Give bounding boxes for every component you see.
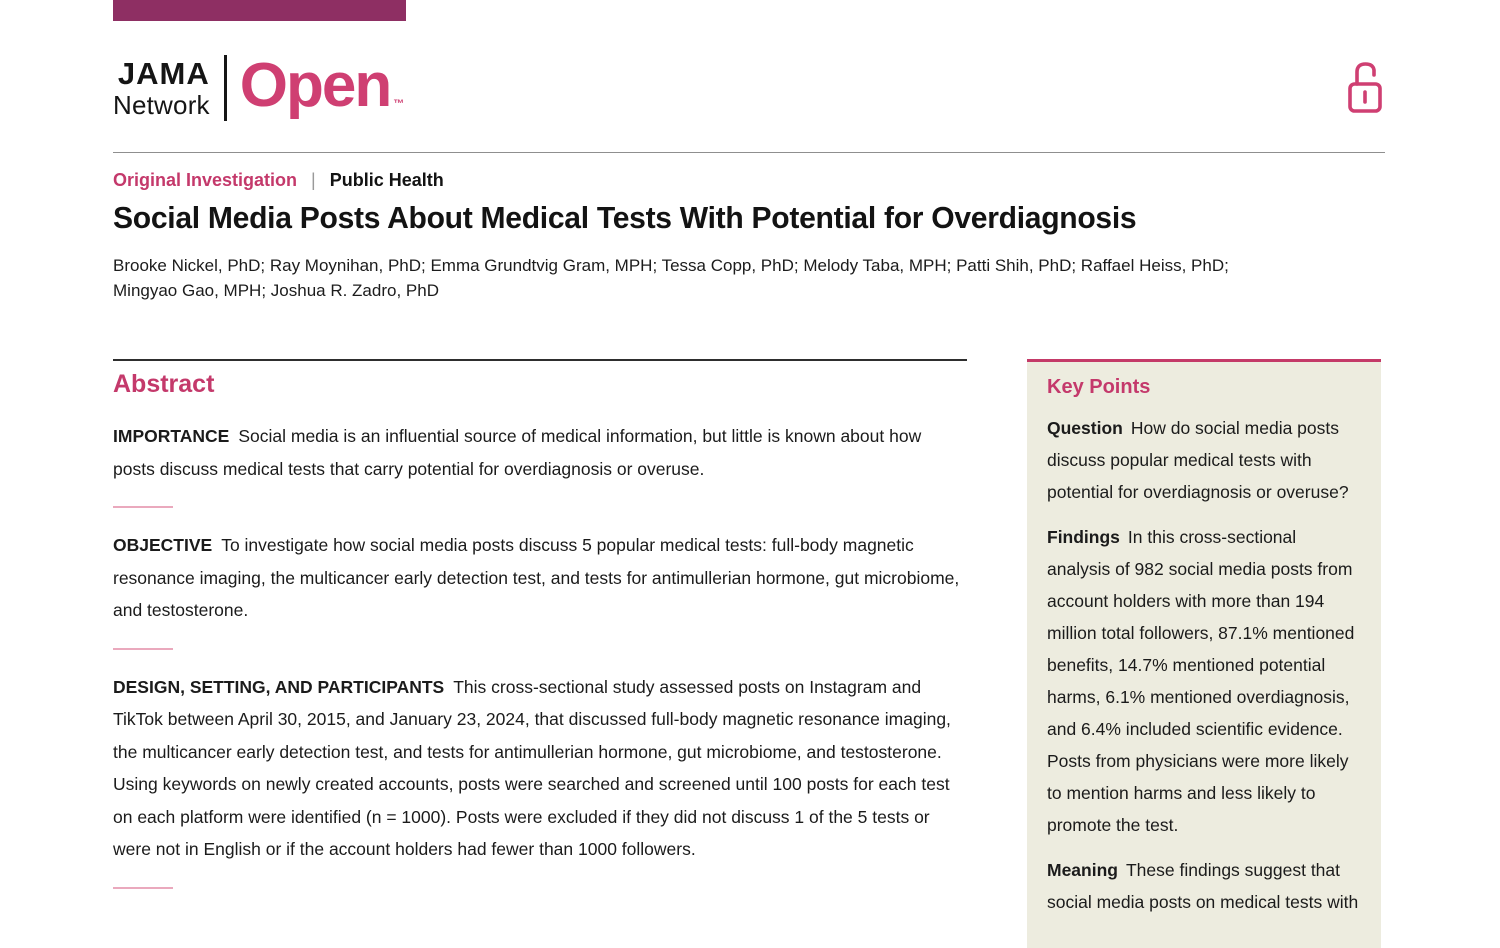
key-points-meaning <box>1047 854 1361 918</box>
abstract-top-rule <box>113 359 967 361</box>
key-points-item-text: How do social media posts discuss popular medical tests with potential for overdiagnosis or overuse? <box>1047 418 1349 502</box>
trademark-symbol: ™ <box>393 98 405 110</box>
section-divider <box>113 506 173 508</box>
article-eyebrow <box>113 170 1500 191</box>
key-points-item-label: Findings <box>1047 527 1120 547</box>
section-divider <box>113 887 173 889</box>
abstract-section-importance <box>113 420 967 485</box>
jama-wordmark: JAMA <box>117 56 210 91</box>
abstract-section-label: DESIGN, SETTING, AND PARTICIPANTS <box>113 676 445 697</box>
jama-network-wordmark <box>113 58 210 118</box>
key-points-question <box>1047 412 1361 508</box>
eyebrow-separator: | <box>311 170 316 190</box>
key-points-findings <box>1047 521 1361 841</box>
page-title: Social Media Posts About Medical Tests With Potential for Overdiagnosis <box>113 200 1137 235</box>
key-points-item-label: Question <box>1047 418 1123 438</box>
abstract-section-text: To investigate how social media posts discuss 5 popular medical tests: full-body magnetic resonance imaging, the multicancer early detection test, and tests for antimullerian hormone, gut microbiome, and testosterone. <box>113 535 960 620</box>
section-divider <box>113 648 173 650</box>
abstract-section-text: Social media is an influential source of medical information, but little is known about how posts discuss medical tests that carry potential for overdiagnosis or overuse. <box>113 426 922 479</box>
main-content <box>113 359 1500 948</box>
masthead-color-bar <box>113 0 406 21</box>
open-access-lock-icon[interactable] <box>1343 60 1387 118</box>
network-wordmark: Network <box>113 90 210 120</box>
key-points-item-text: In this cross-sectional analysis of 982 social media posts from account holders with more than 194 million total followers, 87.1% mentioned benefits, 14.7% mentioned potential harms, 6.1% mentioned overdiagnosis, and 6.4% included scientific evidence. Posts from physicians were more likely to mention harms and less likely to promote the test. <box>1047 527 1355 835</box>
author-byline: Brooke Nickel, PhD; Ray Moynihan, PhD; Emma Grundtvig Gram, MPH; Tessa Copp, PhD; Melody Taba, MPH; Patti Shih, PhD; Raffael Heiss, PhD; Mingyao Gao, MPH; Joshua R. Zadro, PhD <box>113 256 1229 300</box>
key-points-item-label: Meaning <box>1047 860 1118 880</box>
key-points-box <box>1027 359 1381 948</box>
logo-divider <box>224 55 227 121</box>
abstract-section-label: IMPORTANCE <box>113 426 230 446</box>
open-wordmark: Open ™ <box>239 51 405 120</box>
article-subject: Public Health <box>329 170 444 190</box>
header-rule <box>113 152 1385 153</box>
abstract-heading: Abstract <box>113 370 215 398</box>
article-category: Original Investigation <box>113 170 298 190</box>
key-points-item-text: These findings suggest that social media posts on medical tests with <box>1047 860 1359 912</box>
abstract-section-label: OBJECTIVE <box>113 535 213 555</box>
jama-network-open-logo <box>113 51 1500 122</box>
key-points-heading: Key Points <box>1047 376 1151 398</box>
abstract-section-design <box>113 671 967 866</box>
abstract-column <box>113 359 967 889</box>
abstract-section-text: This cross-sectional study assessed posts on Instagram and TikTok between April 30, 2015, and January 23, 2024, that discussed full-body magnetic resonance imaging, the multicancer early detection test, and tests for antimullerian hormone, gut microbiome, and testosterone. Using keywords on newly created accounts, posts were searched and screened until 100 posts for each test on each platform were identified (n = 1000). Posts were excluded if they did not discuss 1 of the 5 tests or were not in English or if the account holders had fewer than 1000 followers. <box>113 676 951 859</box>
abstract-section-objective <box>113 529 967 627</box>
